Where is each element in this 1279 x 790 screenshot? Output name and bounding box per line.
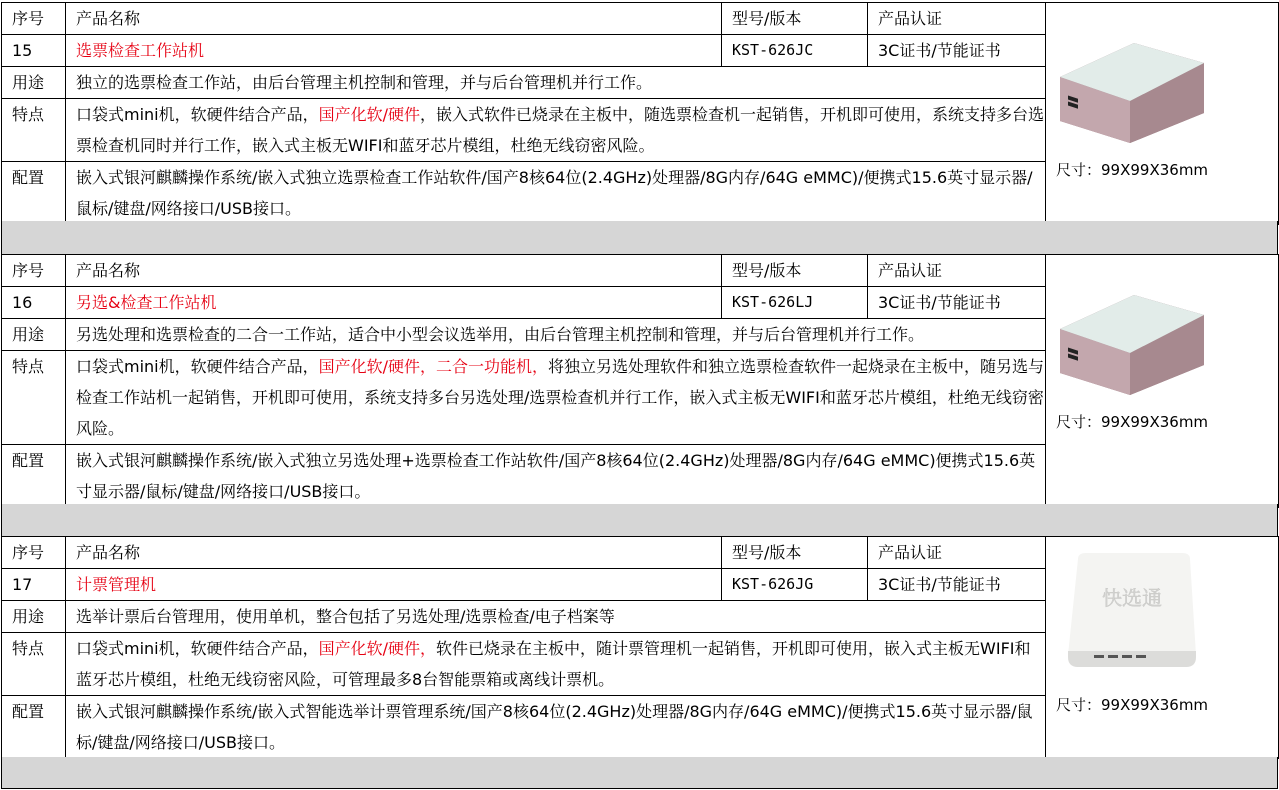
product-model: KST-626LJ <box>722 287 868 319</box>
product-config: 嵌入式银河麒麟操作系统/嵌入式智能选举计票管理系统/国产8核64位(2.4GHz)处理器/8G内存/64G eMMC)/便携式15.6英寸显示器/鼠标/键盘/网络接口/USB接口。 <box>66 696 1046 759</box>
header-model: 型号/版本 <box>722 3 868 35</box>
product-table-15 <box>1 2 1279 225</box>
product-config: 嵌入式银河麒麟操作系统/嵌入式独立选票检查工作站软件/国产8核64位(2.4GHz)处理器/8G内存/64G eMMC)/便携式15.6英寸显示器/鼠标/键盘/网络接口/USB接口。 <box>66 162 1046 225</box>
product-size: 尺寸：99X99X36mm <box>1056 161 1209 179</box>
product-cert: 3C证书/节能证书 <box>868 569 1046 601</box>
product-use: 独立的选票检查工作站，由后台管理主机控制和管理，并与后台管理机并行工作。 <box>66 67 1046 99</box>
header-no: 序号 <box>2 255 66 287</box>
product-config: 嵌入式银河麒麟操作系统/嵌入式独立另选处理+选票检查工作站软件/国产8核64位(2.4GHz)处理器/8G内存/64G eMMC)便携式15.6英寸显示器/鼠标/键盘/网络接口/USB接口。 <box>66 445 1046 508</box>
section-divider <box>1 757 1278 789</box>
header-cert: 产品认证 <box>868 255 1046 287</box>
box-brand-text: 快选通 <box>1102 586 1162 610</box>
product-feature <box>66 99 1046 162</box>
product-table-16 <box>1 254 1279 508</box>
header-model: 型号/版本 <box>722 255 868 287</box>
feature-text: 口袋式mini机，软硬件结合产品， <box>76 105 319 124</box>
product-model: KST-626JC <box>722 35 868 67</box>
product-no: 16 <box>2 287 66 319</box>
product-name: 计票管理机 <box>66 569 722 601</box>
header-cert: 产品认证 <box>868 3 1046 35</box>
header-model: 型号/版本 <box>722 537 868 569</box>
section-divider <box>1 504 1278 536</box>
feature-text-rest: ，嵌入式软件已烧录在主板中，随选票检查机一起销售，开机即可使用，系统支持多台选票检查机同时并行工作，嵌入式主板无WIFI和蓝牙芯片模组，杜绝无线窃密风险。 <box>76 105 1045 155</box>
mini-pc-image <box>1054 33 1210 147</box>
header-name: 产品名称 <box>66 255 722 287</box>
product-size: 尺寸：99X99X36mm <box>1056 413 1209 431</box>
product-size: 尺寸：99X99X36mm <box>1056 696 1209 714</box>
feature-text-rest: 将独立另选处理软件和独立选票检查软件一起烧录在主板中，随另选与检查工作站机一起销售，开机即可使用，系统支持多台另选处理/选票检查机并行工作，嵌入式主板无WIFI和蓝牙芯片模组，杜绝无线窃密风险。 <box>76 357 1045 438</box>
product-model: KST-626JG <box>722 569 868 601</box>
product-table-17 <box>1 536 1279 759</box>
label-feature: 特点 <box>2 99 66 162</box>
product-no: 15 <box>2 35 66 67</box>
label-use: 用途 <box>2 601 66 633</box>
product-cert: 3C证书/节能证书 <box>868 35 1046 67</box>
feature-highlight: 国产化软/硬件， <box>318 639 437 658</box>
header-name: 产品名称 <box>66 537 722 569</box>
white-box-image <box>1064 551 1200 673</box>
product-use: 选举计票后台管理用，使用单机，整合包括了另选处理/选票检查/电子档案等 <box>66 601 1046 633</box>
feature-highlight: 国产化软/硬件，二合一功能机， <box>318 357 549 376</box>
product-name: 选票检查工作站机 <box>66 35 722 67</box>
product-name: 另选&检查工作站机 <box>66 287 722 319</box>
header-no: 序号 <box>2 537 66 569</box>
product-no: 17 <box>2 569 66 601</box>
section-divider <box>1 221 1278 254</box>
product-cert: 3C证书/节能证书 <box>868 287 1046 319</box>
product-feature <box>66 633 1046 696</box>
feature-text: 口袋式mini机，软硬件结合产品， <box>76 357 319 376</box>
label-feature: 特点 <box>2 351 66 445</box>
label-use: 用途 <box>2 67 66 99</box>
product-image-cell <box>1046 3 1279 225</box>
mini-pc-image <box>1054 285 1210 399</box>
header-cert: 产品认证 <box>868 537 1046 569</box>
feature-text-rest: 软件已烧录在主板中，随计票管理机一起销售，开机即可使用，嵌入式主板无WIFI和蓝牙芯片模组，杜绝无线窃密风险，可管理最多8台智能票箱或离线计票机。 <box>76 639 1031 689</box>
header-name: 产品名称 <box>66 3 722 35</box>
feature-text: 口袋式mini机，软硬件结合产品， <box>76 639 319 658</box>
label-config: 配置 <box>2 445 66 508</box>
label-config: 配置 <box>2 696 66 759</box>
label-config: 配置 <box>2 162 66 225</box>
label-use: 用途 <box>2 319 66 351</box>
label-feature: 特点 <box>2 633 66 696</box>
product-image-cell <box>1046 537 1279 759</box>
header-no: 序号 <box>2 3 66 35</box>
feature-highlight: 国产化软/硬件 <box>318 105 421 124</box>
product-use: 另选处理和选票检查的二合一工作站，适合中小型会议选举用，由后台管理主机控制和管理，并与后台管理机并行工作。 <box>66 319 1046 351</box>
product-image-cell <box>1046 255 1279 508</box>
product-feature <box>66 351 1046 445</box>
